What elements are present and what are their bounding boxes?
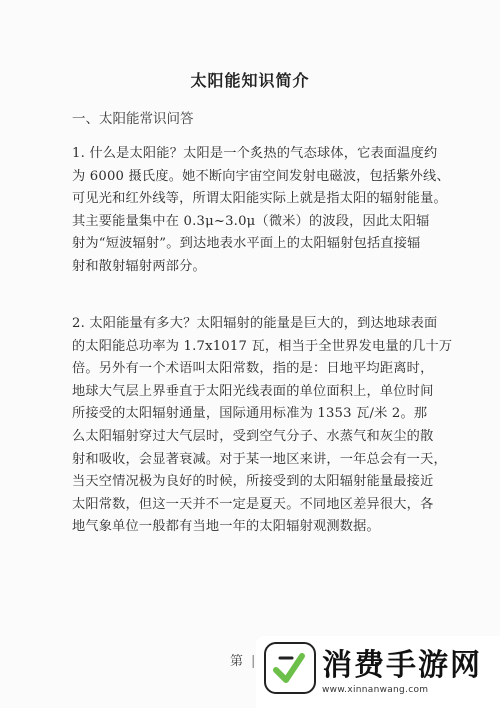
paragraph-line: 1. 什么是太阳能？太阳是一个炙热的气态球体，它表面温度约 xyxy=(72,146,438,161)
section-heading: 一、太阳能常识问答 xyxy=(72,111,194,127)
watermark-url: www.xinnanwang.com xyxy=(322,685,429,695)
paragraph-line: 射和散射辐射两部分。 xyxy=(72,258,206,274)
paragraph-2 xyxy=(72,313,453,539)
paragraph-line: 地球大气层上界垂直于太阳光线表面的单位面积上，单位时间 xyxy=(72,383,434,399)
page-number xyxy=(230,650,255,669)
paragraph-line: 射和吸收，会显著衰减。对于某一地区来讲，一年总会有一天， xyxy=(72,451,447,467)
page-label: 第 xyxy=(230,654,244,669)
paragraph-line: 地气象单位一般都有当地一年的太阳辐射观测数据。 xyxy=(72,519,380,535)
paragraph-line: 太阳常数，但这一天并不一定是夏天。不同地区差异很大，各 xyxy=(72,496,434,512)
page-bar: | xyxy=(251,654,256,669)
document-title: 太阳能知识简介 xyxy=(190,71,310,90)
paragraph-line: 当天空情况极为良好的时候，所接受到的太阳辐射能量最接近 xyxy=(72,474,434,490)
watermark xyxy=(256,636,500,708)
paragraph-line: 为 6000 摄氏度。她不断向宇宙空间发射电磁波，包括紫外线、 xyxy=(72,168,450,184)
paragraph-line: 的太阳能总功率为 1.7x1017 瓦，相当于全世界发电量的几十万 xyxy=(72,338,453,354)
paragraph-line: 其主要能量集中在 0.3μ~3.0μ（微米）的波段，因此太阳辐 xyxy=(72,213,430,229)
paragraph-line: 所接受的太阳辐射通量，国际通用标准为 1353 瓦/米 2。那 xyxy=(72,406,428,422)
paragraph-1 xyxy=(72,143,450,279)
paragraph-line: 可见光和红外线等，所谓太阳能实际上就是指太阳的辐射能量。 xyxy=(72,191,447,207)
paragraph-line: 2. 太阳能量有多大？太阳辐射的能量是巨大的，到达地球表面 xyxy=(72,316,438,331)
watermark-brand: 消费手游网 xyxy=(322,648,482,683)
paragraph-line: 倍。另外有一个术语叫太阳常数，指的是：日地平均距离时， xyxy=(72,361,434,377)
paragraph-line: 射为“短波辐射”。到达地表水平面上的太阳辐射包括直接辐 xyxy=(72,236,421,252)
checkmark-logo-svg xyxy=(266,644,314,692)
paragraph-line: 么太阳辐射穿过大气层时，受到空气分子、水蒸气和灰尘的散 xyxy=(72,428,434,444)
checkmark-logo-icon xyxy=(264,642,316,694)
